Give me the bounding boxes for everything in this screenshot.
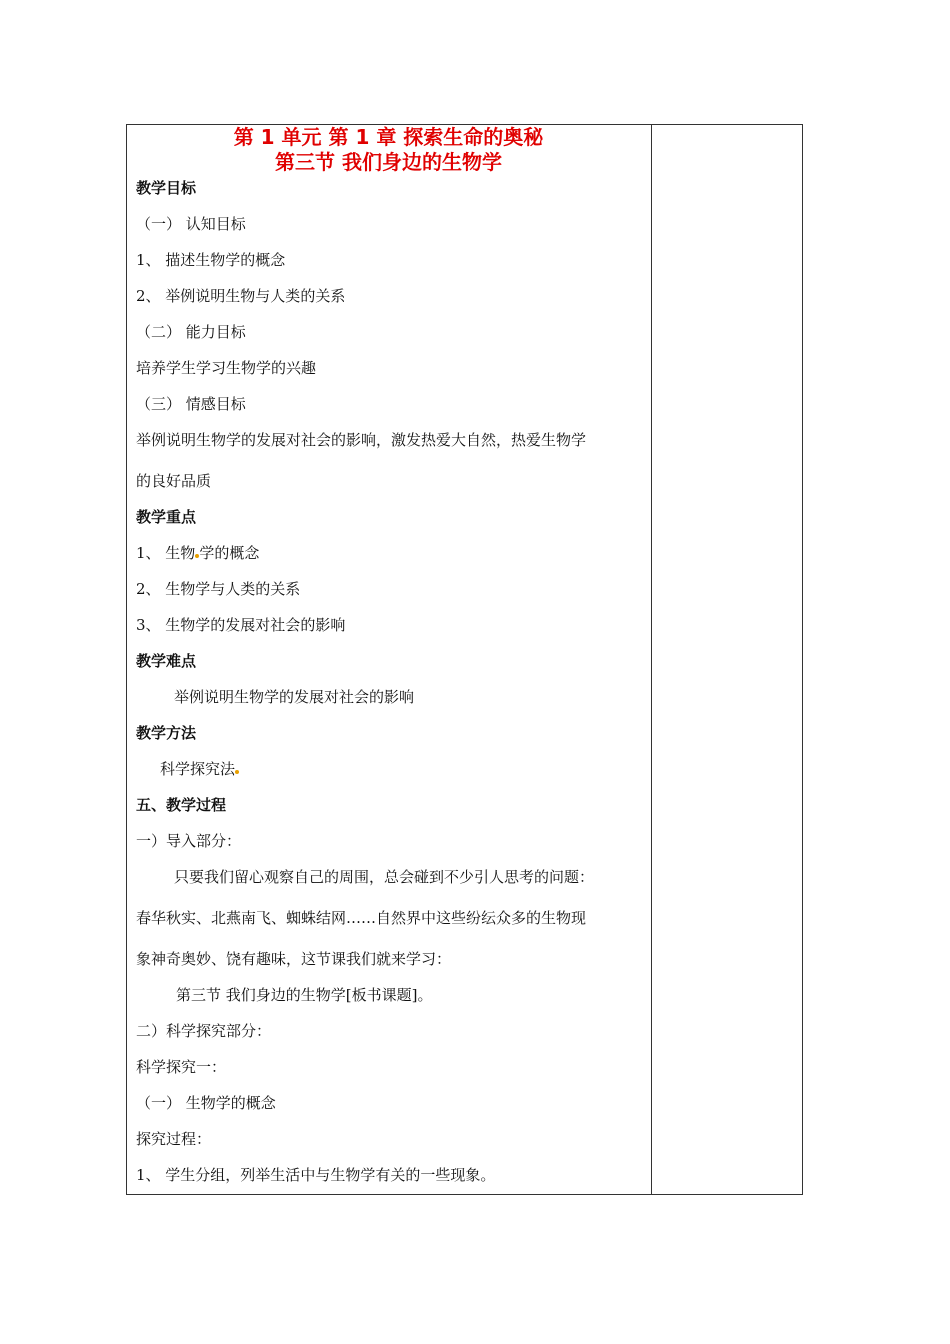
heading-difficulties: 教学难点: [136, 652, 197, 670]
difficulty-text: 举例说明生物学的发展对社会的影响: [174, 688, 415, 706]
intro-text-2: 春华秋实、北燕南飞、蜘蛛结网……自然界中这些纷纭众多的生物现: [136, 909, 587, 927]
intro-text-3: 象神奇奥妙、饶有趣味，这节课我们就来学习：: [136, 950, 452, 968]
intro-text-1: 只要我们留心观察自己的周围，总会碰到不少引人思考的问题：: [174, 868, 595, 886]
inquiry-one-label: 科学探究一：: [136, 1058, 227, 1076]
inquiry-step-1: 1、 学生分组，列举生活中与生物学有关的一些现象。: [136, 1166, 496, 1184]
column-divider: [651, 124, 652, 1195]
key-point-1-part-a: 1、 生物: [136, 544, 196, 562]
intro-part-label: 一）导入部分：: [136, 832, 242, 850]
emotion-goal-text-1: 举例说明生物学的发展对社会的影响，激发热爱大自然，热爱生物学: [136, 431, 587, 449]
goal-item-1: 1、 描述生物学的概念: [136, 251, 286, 269]
concept-label: （一） 生物学的概念: [136, 1094, 276, 1112]
key-point-1-part-b: 学的概念: [199, 544, 260, 562]
heading-method: 教学方法: [136, 724, 197, 742]
key-point-1: [136, 543, 259, 563]
cognitive-goals-label: （一） 认知目标: [136, 215, 246, 233]
key-point-2: 2、 生物学与人类的关系: [136, 580, 301, 598]
board-title-line: 第三节 我们身边的生物学[板书课题]。: [176, 986, 433, 1004]
inquiry-part-label: 二）科学探究部分：: [136, 1022, 272, 1040]
heading-teaching-goals: 教学目标: [136, 179, 197, 197]
section-title: 第三节 我们身边的生物学: [275, 150, 502, 174]
method-text-label: 科学探究法: [160, 760, 236, 778]
heading-process: 五、教学过程: [136, 796, 227, 814]
highlight-dot: [235, 770, 239, 774]
unit-title: 第 1 单元 第 1 章 探索生命的奥秘: [233, 125, 544, 149]
inquiry-process-label: 探究过程：: [136, 1130, 212, 1148]
heading-key-points: 教学重点: [136, 508, 197, 526]
ability-goals-label: （二） 能力目标: [136, 323, 246, 341]
emotion-goals-label: （三） 情感目标: [136, 395, 246, 413]
ability-goal-text: 培养学生学习生物学的兴趣: [136, 359, 317, 377]
goal-item-2: 2、 举例说明生物与人类的关系: [136, 287, 346, 305]
key-point-3: 3、 生物学的发展对社会的影响: [136, 616, 346, 634]
method-text: [160, 759, 239, 779]
emotion-goal-text-2: 的良好品质: [136, 472, 212, 490]
